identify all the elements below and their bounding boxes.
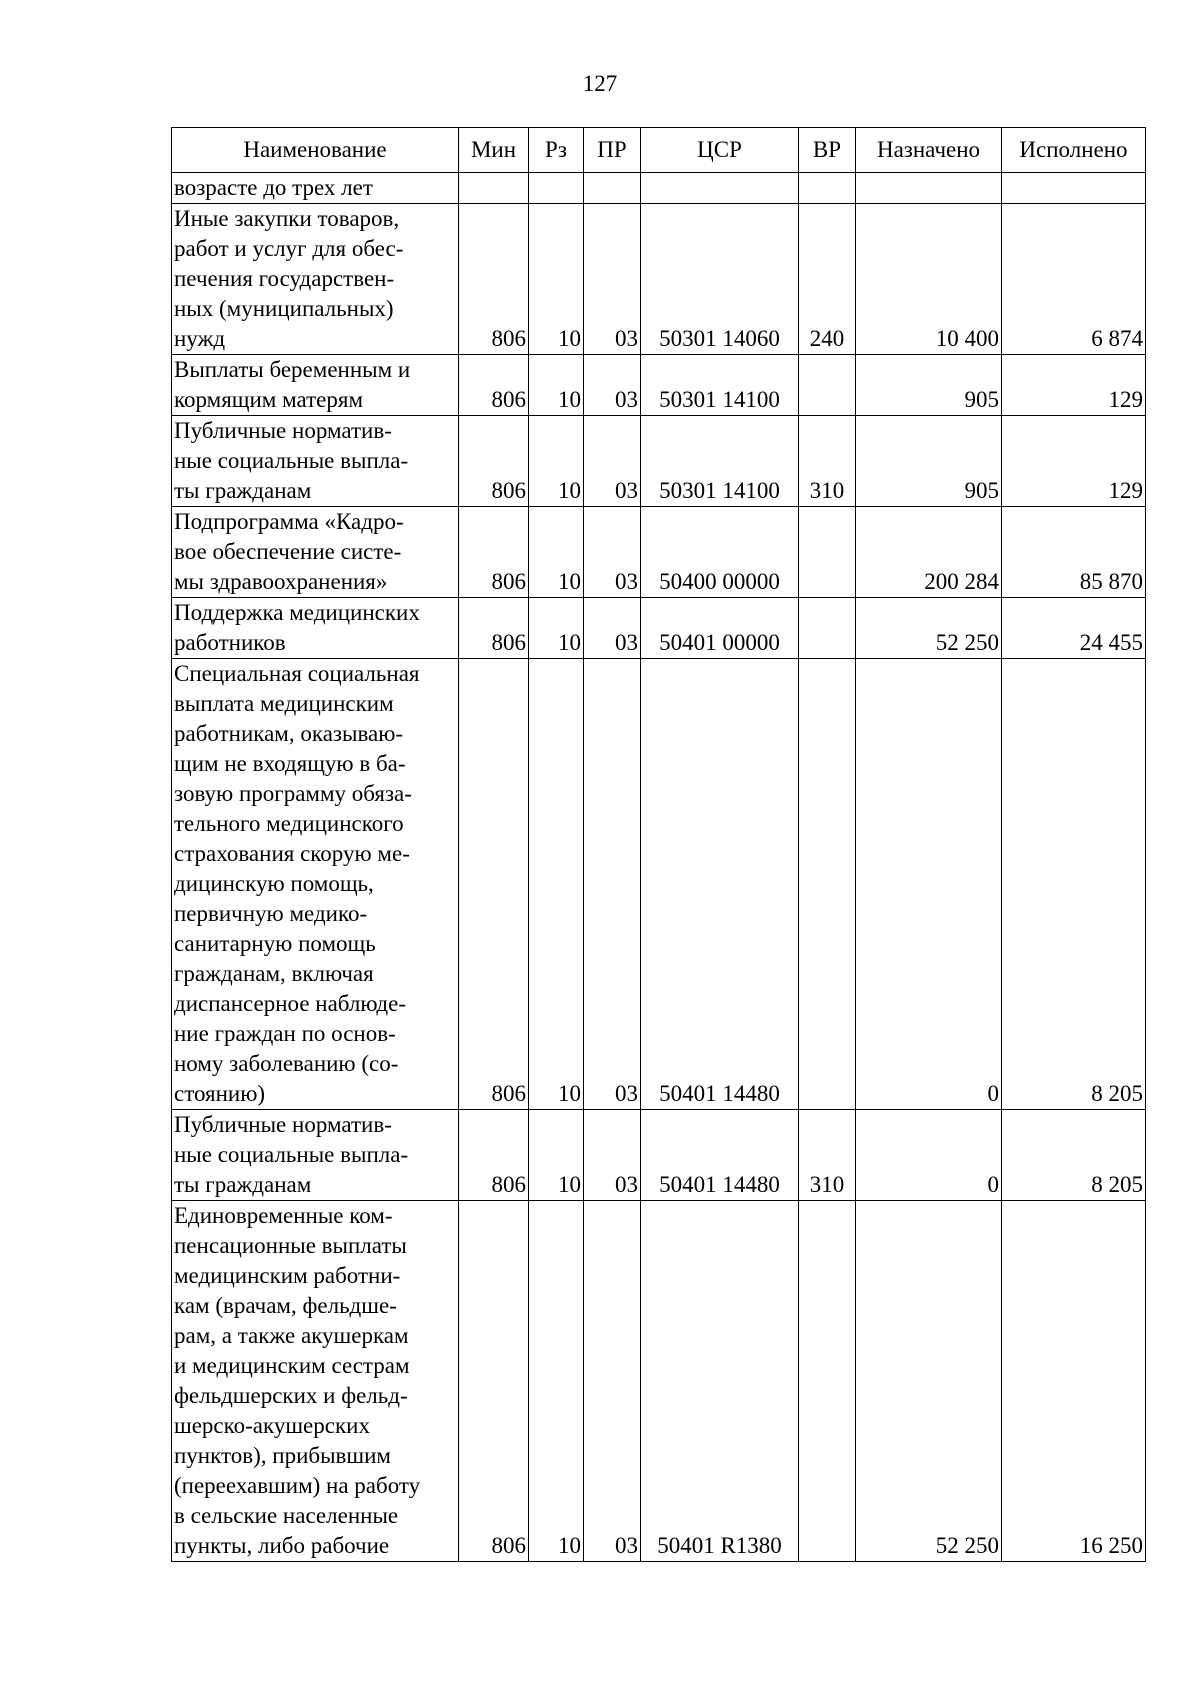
cell-csr: 50401 14480 — [641, 659, 799, 1110]
cell-name-line: Поддержка медицинских — [174, 600, 420, 625]
cell-ispolneno — [1002, 173, 1146, 204]
cell-vr: 310 — [799, 1110, 856, 1201]
cell-csr: 50301 14060 — [641, 204, 799, 355]
cell-name-line: ты гражданам — [174, 1172, 312, 1197]
cell-name-line: медицинским работни- — [174, 1263, 401, 1288]
cell-naznacheno: 52 250 — [856, 598, 1002, 659]
cell-name-line: ты гражданам — [174, 478, 312, 503]
cell-min — [459, 173, 529, 204]
cell-vr: 240 — [799, 204, 856, 355]
cell-name-line: шерско-акушерских — [174, 1413, 370, 1438]
cell-name-line: Публичные норматив- — [174, 1112, 392, 1137]
cell-pr: 03 — [584, 1110, 641, 1201]
cell-naznacheno — [856, 173, 1002, 204]
header-vr: ВР — [799, 128, 856, 173]
cell-name-line: дицинскую помощь, — [174, 871, 374, 896]
cell-ispolneno: 24 455 — [1002, 598, 1146, 659]
cell-vr: 310 — [799, 416, 856, 507]
cell-name-line: ных (муниципальных) — [174, 296, 394, 321]
cell-name-line: кормящим матерям — [174, 387, 364, 412]
cell-name — [172, 507, 459, 598]
cell-name-line: Подпрограмма «Кадро- — [174, 509, 404, 534]
cell-pr: 03 — [584, 598, 641, 659]
cell-name-line: работникам, оказываю- — [174, 721, 404, 746]
cell-name-line: вое обеспечение систе- — [174, 539, 402, 564]
cell-ispolneno: 129 — [1002, 416, 1146, 507]
cell-name-line: печения государствен- — [174, 266, 395, 291]
table-row — [172, 659, 1146, 1110]
cell-name-line: стоянию) — [174, 1081, 266, 1106]
cell-name — [172, 173, 459, 204]
cell-vr — [799, 507, 856, 598]
cell-name-line: Специальная социальная — [174, 661, 420, 686]
cell-name-line: санитарную помощь — [174, 931, 376, 956]
cell-rz: 10 — [529, 598, 584, 659]
cell-naznacheno: 0 — [856, 659, 1002, 1110]
cell-naznacheno: 905 — [856, 355, 1002, 416]
cell-name — [172, 204, 459, 355]
header-rz: Рз — [529, 128, 584, 173]
cell-name-line: пункты, либо рабочие — [174, 1533, 390, 1558]
cell-name-line: ние граждан по основ- — [174, 1021, 396, 1046]
cell-name-line: тельного медицинского — [174, 811, 404, 836]
header-naznacheno: Назначено — [856, 128, 1002, 173]
cell-name — [172, 1201, 459, 1562]
table-row — [172, 416, 1146, 507]
cell-rz: 10 — [529, 416, 584, 507]
table-row — [172, 1201, 1146, 1562]
cell-ispolneno: 16 250 — [1002, 1201, 1146, 1562]
cell-name — [172, 659, 459, 1110]
cell-name-line: в сельские населенные — [174, 1503, 399, 1528]
cell-pr: 03 — [584, 507, 641, 598]
cell-name — [172, 598, 459, 659]
cell-vr — [799, 173, 856, 204]
cell-pr: 03 — [584, 355, 641, 416]
cell-name-line: Единовременные ком- — [174, 1203, 393, 1228]
header-pr: ПР — [584, 128, 641, 173]
cell-vr — [799, 1201, 856, 1562]
cell-pr: 03 — [584, 659, 641, 1110]
cell-vr — [799, 598, 856, 659]
header-min: Мин — [459, 128, 529, 173]
budget-table — [171, 127, 1146, 1562]
cell-naznacheno: 52 250 — [856, 1201, 1002, 1562]
cell-min: 806 — [459, 1110, 529, 1201]
cell-name-line: кам (врачам, фельдше- — [174, 1293, 397, 1318]
cell-name — [172, 1110, 459, 1201]
cell-min: 806 — [459, 1201, 529, 1562]
cell-name-line: ные социальные выпла- — [174, 1142, 409, 1167]
cell-min: 806 — [459, 659, 529, 1110]
cell-name — [172, 416, 459, 507]
cell-rz — [529, 173, 584, 204]
cell-name-line: возрасте до трех лет — [174, 175, 373, 200]
header-name: Наименование — [172, 128, 459, 173]
cell-rz: 10 — [529, 1110, 584, 1201]
cell-ispolneno: 8 205 — [1002, 1110, 1146, 1201]
cell-name-line: выплата медицинским — [174, 691, 394, 716]
cell-name-line: ные социальные выпла- — [174, 448, 409, 473]
table-row — [172, 1110, 1146, 1201]
cell-rz: 10 — [529, 204, 584, 355]
cell-name-line: первичную медико- — [174, 901, 368, 926]
cell-rz: 10 — [529, 507, 584, 598]
cell-vr — [799, 355, 856, 416]
cell-name-line: работников — [174, 630, 286, 655]
cell-vr — [799, 659, 856, 1110]
cell-name-line: зовую программу обяза- — [174, 781, 412, 806]
table-row — [172, 598, 1146, 659]
cell-rz: 10 — [529, 1201, 584, 1562]
cell-name-line: Иные закупки товаров, — [174, 206, 400, 231]
cell-naznacheno: 905 — [856, 416, 1002, 507]
cell-rz: 10 — [529, 659, 584, 1110]
table-row — [172, 204, 1146, 355]
cell-name-line: диспансерное наблюде- — [174, 991, 406, 1016]
table-header-row — [172, 128, 1146, 173]
cell-name — [172, 355, 459, 416]
cell-csr: 50401 00000 — [641, 598, 799, 659]
table-row — [172, 173, 1146, 204]
cell-name-line: и медицинским сестрам — [174, 1353, 410, 1378]
cell-name-line: страхования скорую ме- — [174, 841, 410, 866]
cell-csr: 50301 14100 — [641, 416, 799, 507]
cell-name-line: работ и услуг для обес- — [174, 236, 404, 261]
cell-naznacheno: 10 400 — [856, 204, 1002, 355]
cell-name-line: Публичные норматив- — [174, 418, 392, 443]
table-body — [172, 173, 1146, 1562]
cell-ispolneno: 8 205 — [1002, 659, 1146, 1110]
cell-min: 806 — [459, 204, 529, 355]
cell-pr: 03 — [584, 204, 641, 355]
cell-name-line: (переехавшим) на работу — [174, 1473, 421, 1498]
cell-min: 806 — [459, 598, 529, 659]
cell-name-line: щим не входящую в ба- — [174, 751, 406, 776]
header-ispolneno: Исполнено — [1002, 128, 1146, 173]
cell-name-line: фельдшерских и фельд- — [174, 1383, 408, 1408]
cell-pr: 03 — [584, 1201, 641, 1562]
cell-csr — [641, 173, 799, 204]
cell-name-line: пенсационные выплаты — [174, 1233, 407, 1258]
page-number: 127 — [582, 71, 618, 96]
cell-min: 806 — [459, 355, 529, 416]
cell-min: 806 — [459, 416, 529, 507]
cell-rz: 10 — [529, 355, 584, 416]
cell-csr: 50301 14100 — [641, 355, 799, 416]
header-csr: ЦСР — [641, 128, 799, 173]
cell-ispolneno: 85 870 — [1002, 507, 1146, 598]
cell-name-line: пунктов), прибывшим — [174, 1443, 391, 1468]
cell-pr: 03 — [584, 416, 641, 507]
table-row — [172, 507, 1146, 598]
cell-min: 806 — [459, 507, 529, 598]
cell-name-line: гражданам, включая — [174, 961, 374, 986]
cell-pr — [584, 173, 641, 204]
cell-name-line: нужд — [174, 326, 226, 351]
cell-name-line: мы здравоохранения» — [174, 569, 388, 594]
cell-naznacheno: 200 284 — [856, 507, 1002, 598]
cell-name-line: ному заболеванию (со- — [174, 1051, 399, 1076]
cell-name-line: рам, а также акушеркам — [174, 1323, 409, 1348]
cell-name-line: Выплаты беременным и — [174, 357, 411, 382]
cell-ispolneno: 6 874 — [1002, 204, 1146, 355]
table-row — [172, 355, 1146, 416]
cell-csr: 50401 14480 — [641, 1110, 799, 1201]
cell-naznacheno: 0 — [856, 1110, 1002, 1201]
cell-ispolneno: 129 — [1002, 355, 1146, 416]
cell-csr: 50400 00000 — [641, 507, 799, 598]
cell-csr: 50401 R1380 — [641, 1201, 799, 1562]
